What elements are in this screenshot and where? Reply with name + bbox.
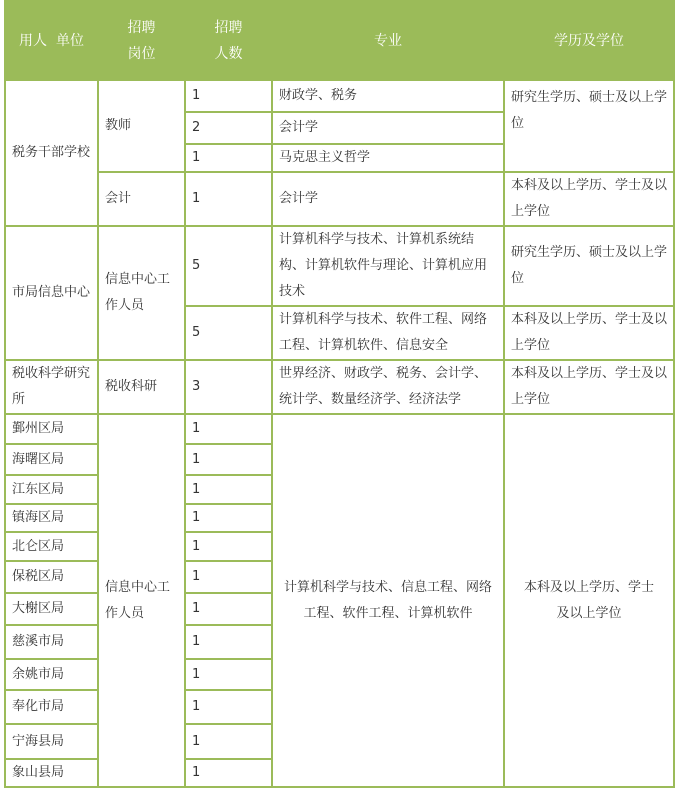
major-cell: 会计学	[272, 112, 504, 144]
header-count-line2: 人数	[214, 45, 243, 62]
major-cell: 马克思主义哲学	[272, 144, 504, 172]
header-major: 专业	[272, 1, 504, 80]
unit-cell: 税务干部学校	[5, 80, 98, 226]
major-cell: 财政学、税务	[272, 80, 504, 112]
position-cell: 税收科研	[98, 360, 185, 414]
header-count	[185, 1, 272, 80]
table-row	[5, 414, 674, 444]
major-cell: 计算机科学与技术、计算机系统结构、计算机软件与理论、计算机应用技术	[272, 226, 504, 306]
count-cell: 1	[185, 414, 272, 444]
header-position-line1: 招聘	[127, 19, 156, 36]
header-position	[98, 1, 185, 80]
table-header-row	[5, 1, 674, 80]
table-row	[5, 360, 674, 414]
count-cell: 1	[185, 593, 272, 625]
unit-cell: 市局信息中心	[5, 226, 98, 360]
unit-cell: 镇海区局	[5, 504, 98, 532]
degree-cell: 本科及以上学历、学士及以上学位	[504, 360, 674, 414]
count-cell: 1	[185, 80, 272, 112]
recruitment-table	[4, 0, 675, 788]
degree-cell: 本科及以上学历、学士及以上学位	[504, 172, 674, 226]
count-cell: 1	[185, 172, 272, 226]
count-cell: 1	[185, 724, 272, 759]
position-cell: 信息中心工作人员	[98, 226, 185, 360]
position-cell: 信息中心工作人员	[98, 414, 185, 787]
major-cell: 会计学	[272, 172, 504, 226]
degree-cell: 本科及以上学历、学士及以上学位	[504, 414, 674, 787]
count-cell: 1	[185, 144, 272, 172]
count-cell: 1	[185, 659, 272, 690]
unit-cell: 大榭区局	[5, 593, 98, 625]
degree-cell: 研究生学历、硕士及以上学位	[504, 226, 674, 306]
header-unit	[5, 1, 98, 80]
count-cell: 1	[185, 444, 272, 475]
table-row	[5, 226, 674, 306]
count-cell: 1	[185, 475, 272, 504]
count-cell: 1	[185, 690, 272, 724]
count-cell: 1	[185, 561, 272, 593]
header-position-line2: 岗位	[127, 45, 156, 62]
count-cell: 3	[185, 360, 272, 414]
unit-cell: 余姚市局	[5, 659, 98, 690]
major-cell: 计算机科学与技术、软件工程、网络工程、计算机软件、信息安全	[272, 306, 504, 360]
unit-cell: 象山县局	[5, 759, 98, 787]
table-row	[5, 80, 674, 112]
count-cell: 5	[185, 306, 272, 360]
header-unit-label: 用人 单位	[19, 32, 84, 49]
degree-cell: 本科及以上学历、学士及以上学位	[504, 306, 674, 360]
header-count-line1: 招聘	[214, 19, 243, 36]
count-cell: 2	[185, 112, 272, 144]
unit-cell: 北仑区局	[5, 532, 98, 561]
table-row	[5, 172, 674, 226]
major-cell: 计算机科学与技术、信息工程、网络工程、软件工程、计算机软件	[272, 414, 504, 787]
count-cell: 1	[185, 625, 272, 659]
count-cell: 1	[185, 532, 272, 561]
unit-cell: 税收科学研究所	[5, 360, 98, 414]
count-cell: 5	[185, 226, 272, 306]
unit-cell: 奉化市局	[5, 690, 98, 724]
major-cell: 世界经济、财政学、税务、会计学、统计学、数量经济学、经济法学	[272, 360, 504, 414]
count-cell: 1	[185, 759, 272, 787]
unit-cell: 宁海县局	[5, 724, 98, 759]
unit-cell: 海曙区局	[5, 444, 98, 475]
unit-cell: 江东区局	[5, 475, 98, 504]
header-degree: 学历及学位	[504, 1, 674, 80]
degree-cell: 研究生学历、硕士及以上学位	[504, 80, 674, 172]
unit-cell: 鄞州区局	[5, 414, 98, 444]
position-cell: 教师	[98, 80, 185, 172]
unit-cell: 保税区局	[5, 561, 98, 593]
position-cell: 会计	[98, 172, 185, 226]
unit-cell: 慈溪市局	[5, 625, 98, 659]
count-cell: 1	[185, 504, 272, 532]
